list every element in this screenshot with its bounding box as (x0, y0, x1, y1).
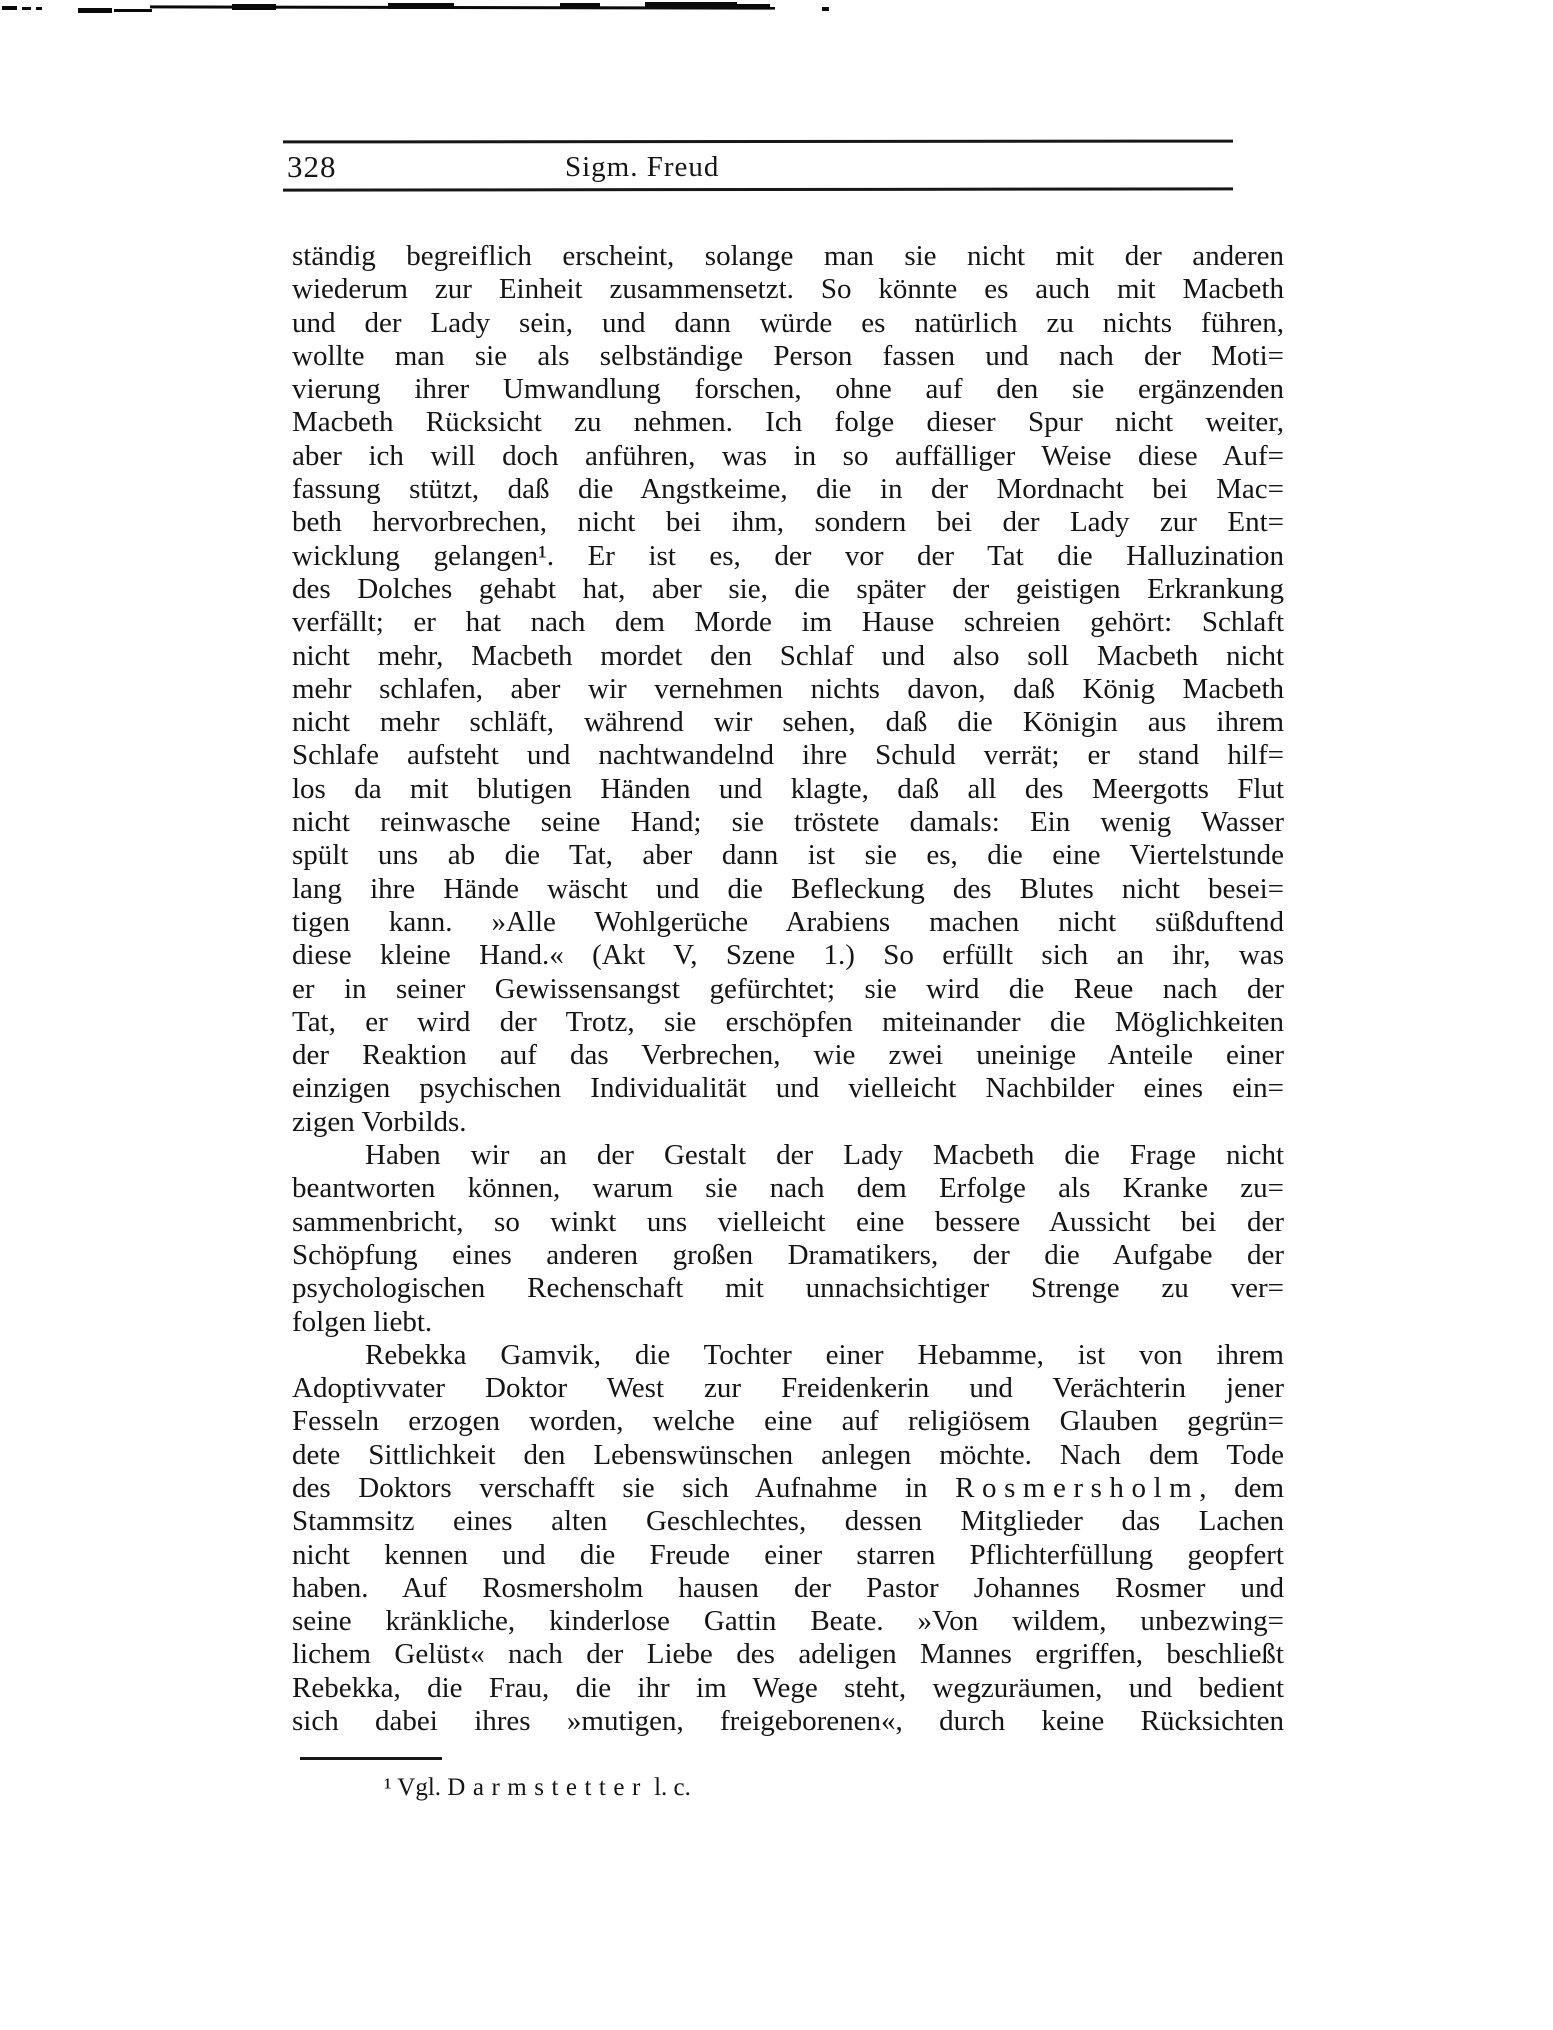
text-line (292, 1572, 1284, 1605)
text-line (292, 373, 1284, 406)
text-line (292, 1605, 1284, 1638)
text-line (292, 573, 1284, 606)
text-segment: nicht mehr schläft, während wir sehen, daß die Königin aus ihrem (292, 706, 1284, 739)
header-rule-bottom (283, 187, 1233, 191)
text-segment: wicklung gelangen¹. Er ist es, der vor der Tat die Halluzination (292, 539, 1284, 572)
letterspaced-text: Rosmersholm (955, 1471, 1200, 1504)
text-line (292, 1539, 1284, 1572)
text-segment: sammenbricht, so winkt uns vielleicht eine bessere Aussicht bei der (292, 1205, 1284, 1238)
text-segment: , dem (1199, 1471, 1285, 1504)
text-segment: mehr schlafen, aber wir vernehmen nichts davon, daß König Macbeth (292, 672, 1284, 705)
text-segment: einzigen psychischen Individualität und vielleicht Nachbilder eines ein= (292, 1072, 1284, 1105)
text-line (292, 1106, 1284, 1139)
text-line (292, 1139, 1284, 1172)
text-segment: dete Sittlichkeit den Lebenswünschen anlegen möchte. Nach dem Tode (292, 1438, 1284, 1471)
scan-artifact (36, 7, 42, 10)
text-line (292, 939, 1284, 972)
text-segment: Schlafe aufsteht und nachtwandelnd ihre Schuld verrät; er stand hilf= (292, 739, 1284, 772)
text-segment: Fesseln erzogen worden, welche eine auf religiösem Glauben gegrün= (292, 1405, 1284, 1438)
scan-artifact (388, 3, 454, 9)
text-segment: verfällt; er hat nach dem Morde im Hause schreien gehört: Schlaft (292, 606, 1284, 639)
text-segment: zigen Vorbilds. (292, 1105, 467, 1138)
text-line (292, 473, 1284, 506)
text-segment: tigen kann. »Alle Wohlgerüche Arabiens machen nicht süßduftend (292, 905, 1284, 938)
text-line (292, 706, 1284, 739)
text-segment: Haben wir an der Gestalt der Lady Macbeth die Frage nicht (365, 1139, 1284, 1172)
text-segment: folgen liebt. (292, 1305, 433, 1338)
text-segment: nicht mehr, Macbeth mordet den Schlaf und also soll Macbeth nicht (292, 639, 1284, 672)
text-line (292, 773, 1284, 806)
scan-artifact (2, 6, 17, 10)
text-segment: Rebekka Gamvik, die Tochter einer Hebamme, ist von ihrem (365, 1338, 1284, 1371)
scan-artifact (822, 7, 829, 11)
text-segment: wiederum zur Einheit zusammensetzt. So könnte es auch mit Macbeth (292, 273, 1284, 306)
text-segment: nicht reinwasche seine Hand; sie tröstete damals: Ein wenig Wasser (292, 806, 1284, 839)
text-segment: aber ich will doch anführen, was in so auffälliger Weise diese Auf= (292, 439, 1284, 472)
running-head: Sigm. Freud (565, 151, 720, 183)
text-line (292, 540, 1284, 573)
text-segment: sich dabei ihres »mutigen, freigeborenen«, durch keine Rücksichten (292, 1705, 1284, 1738)
text-line (292, 1306, 1284, 1339)
text-segment: los da mit blutigen Händen und klagte, daß all des Meergotts Flut (292, 772, 1284, 805)
text-line (292, 1672, 1284, 1705)
text-segment: ¹ Vgl. (384, 1774, 448, 1801)
footnote-text (384, 1774, 691, 1802)
text-segment: fassung stützt, daß die Angstkeime, die in der Mordnacht bei Mac= (292, 473, 1284, 506)
text-segment: haben. Auf Rosmersholm hausen der Pastor Johannes Rosmer und (292, 1571, 1284, 1604)
text-segment: Rebekka, die Frau, die ihr im Wege steht, wegzuräumen, und bedient (292, 1671, 1284, 1704)
text-line (292, 1505, 1284, 1538)
text-segment: spült uns ab die Tat, aber dann ist sie es, die eine Viertelstunde (292, 839, 1284, 872)
footnote-rule (300, 1757, 442, 1760)
text-line (292, 240, 1284, 273)
text-segment: beth hervorbrechen, nicht bei ihm, sondern bei der Lady zur Ent= (292, 506, 1284, 539)
text-line (292, 1239, 1284, 1272)
scan-artifact (78, 8, 112, 13)
text-segment: beantworten können, warum sie nach dem Erfolge als Kranke zu= (292, 1172, 1284, 1205)
text-segment: des Dolches gehabt hat, aber sie, die später der geistigen Erkrankung (292, 572, 1284, 605)
text-line (292, 1006, 1284, 1039)
text-segment: lichem Gelüst« nach der Liebe des adeligen Mannes ergriffen, beschließt (292, 1638, 1284, 1671)
text-segment: und der Lady sein, und dann würde es natürlich zu nichts führen, (292, 306, 1284, 339)
text-segment: Macbeth Rücksicht zu nehmen. Ich folge dieser Spur nicht weiter, (292, 406, 1284, 439)
text-segment: diese kleine Hand.« (Akt V, Szene 1.) So erfüllt sich an ihr, was (292, 939, 1284, 972)
scan-artifact (232, 4, 276, 10)
page-number: 328 (287, 149, 337, 184)
text-line (292, 273, 1284, 306)
text-segment: ständig begreiflich erscheint, solange man sie nicht mit der anderen (292, 240, 1284, 272)
text-line (292, 1705, 1284, 1738)
text-line (292, 640, 1284, 673)
scan-artifact (22, 7, 31, 10)
text-line (292, 1039, 1284, 1072)
text-line (292, 1172, 1284, 1205)
text-segment: Tat, er wird der Trotz, sie erschöpfen miteinander die Möglichkeiten (292, 1005, 1284, 1038)
text-segment: er in seiner Gewissensangst gefürchtet; sie wird die Reue nach der (292, 972, 1284, 1005)
header-rule-top (283, 140, 1233, 144)
body-text (292, 240, 1284, 1738)
text-line (292, 873, 1284, 906)
text-line (292, 340, 1284, 373)
text-line (292, 1638, 1284, 1671)
text-segment: Adoptivvater Doktor West zur Freidenkerin und Verächterin jener (292, 1372, 1284, 1405)
text-line (292, 839, 1284, 872)
text-line (292, 1405, 1284, 1438)
text-segment: des Doktors verschafft sie sich Aufnahme in (292, 1471, 956, 1504)
text-segment: der Reaktion auf das Verbrechen, wie zwei uneinige Anteile einer (292, 1039, 1284, 1072)
text-line (292, 1472, 1284, 1505)
text-line (292, 1272, 1284, 1305)
letterspaced-text: Darmstetter (447, 1774, 648, 1801)
text-line (292, 1072, 1284, 1105)
text-segment: seine kränkliche, kinderlose Gattin Beate. »Von wildem, unbezwing= (292, 1605, 1284, 1638)
text-line (292, 606, 1284, 639)
text-segment: nicht kennen und die Freude einer starren Pflichterfüllung geopfert (292, 1538, 1284, 1571)
text-line (292, 1339, 1284, 1372)
text-segment: Schöpfung eines anderen großen Dramatikers, der die Aufgabe der (292, 1238, 1284, 1271)
text-line (292, 1372, 1284, 1405)
text-line (292, 506, 1284, 539)
text-line (292, 1439, 1284, 1472)
text-line (292, 906, 1284, 939)
text-line (292, 1206, 1284, 1239)
scan-artifact (114, 9, 152, 12)
text-line (292, 673, 1284, 706)
text-segment: l. c. (647, 1774, 691, 1801)
scan-artifact (700, 4, 770, 9)
text-segment: wollte man sie als selbständige Person fassen und nach der Moti= (292, 339, 1284, 372)
text-segment: Stammsitz eines alten Geschlechtes, dessen Mitglieder das Lachen (292, 1505, 1284, 1538)
text-line (292, 406, 1284, 439)
text-line (292, 806, 1284, 839)
scan-artifact (560, 3, 600, 8)
text-segment: psychologischen Rechenschaft mit unnachsichtiger Strenge zu ver= (292, 1272, 1284, 1305)
text-segment: vierung ihrer Umwandlung forschen, ohne auf den sie ergänzenden (292, 373, 1284, 406)
text-line (292, 307, 1284, 340)
text-line (292, 440, 1284, 473)
text-line (292, 973, 1284, 1006)
text-segment: lang ihre Hände wäscht und die Befleckung des Blutes nicht besei= (292, 872, 1284, 905)
text-line (292, 739, 1284, 772)
